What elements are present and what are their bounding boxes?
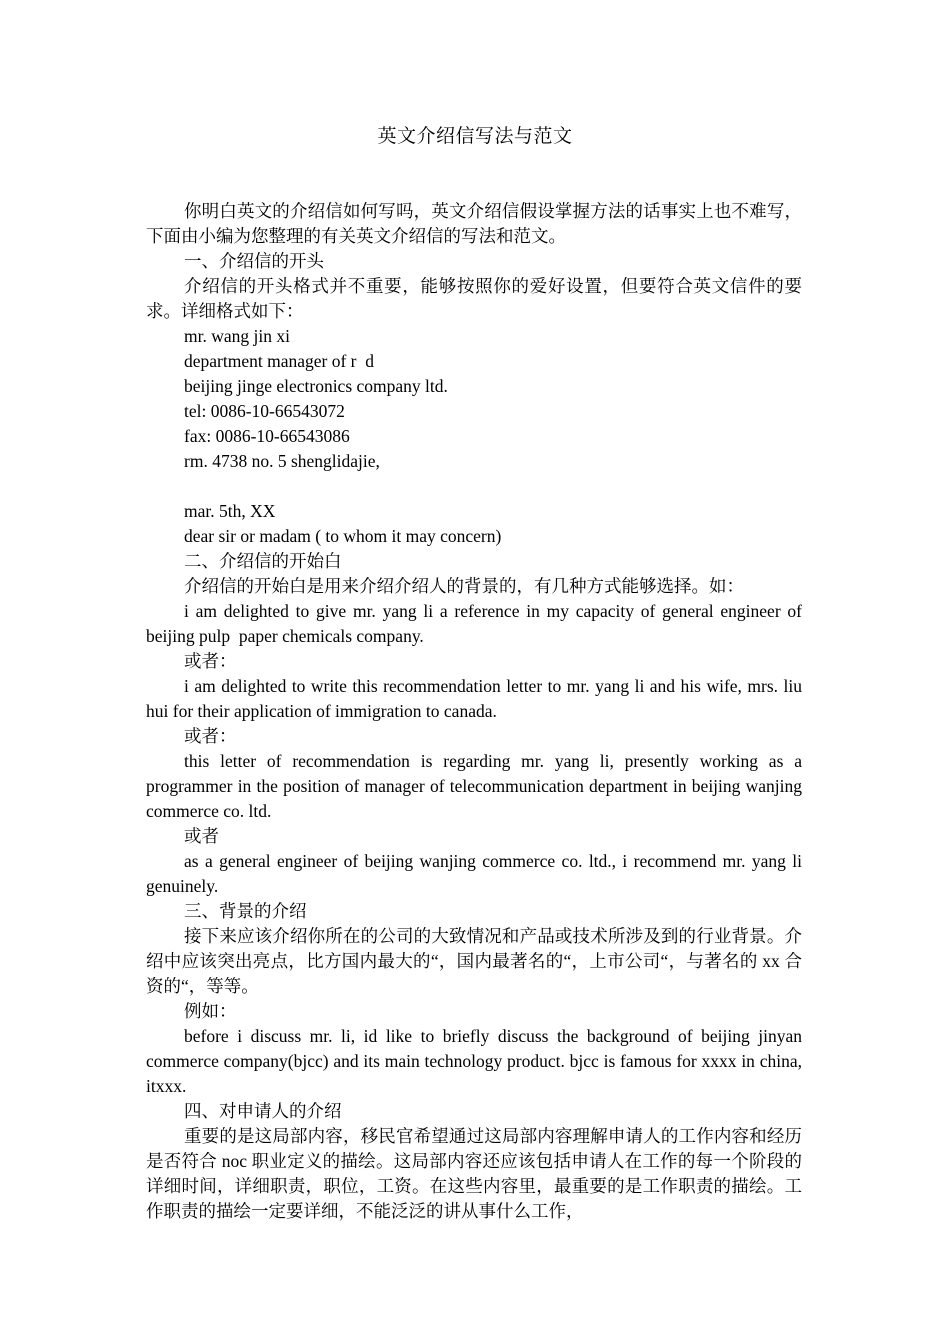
example-paragraph: as a general engineer of beijing wanjing commerce co. ltd., i recommend mr. yang li genuinely. — [146, 851, 807, 896]
section-heading-4: 四、对申请人的介绍 — [184, 1101, 342, 1121]
or-line: 或者 — [184, 826, 219, 846]
example-paragraph: before i discuss mr. li, id like to briefly discuss the background of beijing jinyan commerce company(bjcc) and its main technology product. bjcc is famous for xxxx in china, itxxx. — [146, 1026, 807, 1096]
salutation-line: dear sir or madam ( to whom it may concern) — [184, 526, 502, 546]
document-body — [146, 199, 807, 1224]
paragraph: 介绍信的开头格式并不重要，能够按照你的爱好设置，但要符合英文信件的要求。详细格式如下： — [146, 276, 802, 321]
address-line-department: department manager of r d — [184, 351, 374, 371]
address-line-company: beijing jinge electronics company ltd. — [184, 376, 448, 396]
paragraph: 接下来应该介绍你所在的公司的大致情况和产品或技术所涉及到的行业背景。介绍中应该突出亮点，比方国内最大的“，国内最著名的“，上市公司“，与著名的 xx 合资的“，等等。 — [146, 926, 802, 996]
example-paragraph: i am delighted to give mr. yang li a reference in my capacity of general engineer of beijing pulp paper chemicals company. — [146, 601, 807, 646]
section-heading-1: 一、介绍信的开头 — [184, 251, 324, 271]
section-heading-2: 二、介绍信的开始白 — [184, 551, 342, 571]
section-heading-3: 三、背景的介绍 — [184, 901, 307, 921]
address-line-street: rm. 4738 no. 5 shenglidajie, — [184, 451, 380, 471]
address-line-fax: fax: 0086-10-66543086 — [184, 426, 350, 446]
document-title: 英文介绍信写法与范文 — [377, 126, 573, 147]
blank-line — [146, 474, 802, 499]
date-line: mar. 5th, XX — [184, 501, 276, 521]
address-line-name: mr. wang jin xi — [184, 326, 290, 346]
example-paragraph: i am delighted to write this recommendation letter to mr. yang li and his wife, mrs. liu hui for their application of immigration to canada. — [146, 676, 807, 721]
or-line: 或者： — [184, 726, 237, 746]
example-paragraph: this letter of recommendation is regarding mr. yang li, presently working as a programmer in the position of manager of telecommunication department in beijing wanjing commerce co. ltd. — [146, 751, 807, 821]
or-line: 或者： — [184, 651, 237, 671]
paragraph: 介绍信的开始白是用来介绍介绍人的背景的，有几种方式能够选择。如： — [184, 576, 744, 596]
example-label: 例如： — [184, 1001, 237, 1021]
paragraph-intro: 你明白英文的介绍信如何写吗，英文介绍信假设掌握方法的话事实上也不难写，下面由小编为您整理的有关英文介绍信的写法和范文。 — [146, 201, 802, 246]
address-line-tel: tel: 0086-10-66543072 — [184, 401, 345, 421]
paragraph: 重要的是这局部内容，移民官希望通过这局部内容理解申请人的工作内容和经历是否符合 noc 职业定义的描绘。这局部内容还应该包括申请人在工作的每一个阶段的详细时间，详细职责，职位，工资。在这些内容里，最重要的是工作职责的描绘。工作职责的描绘一定要详细，不能泛泛的讲从事什么工作， — [146, 1126, 802, 1221]
